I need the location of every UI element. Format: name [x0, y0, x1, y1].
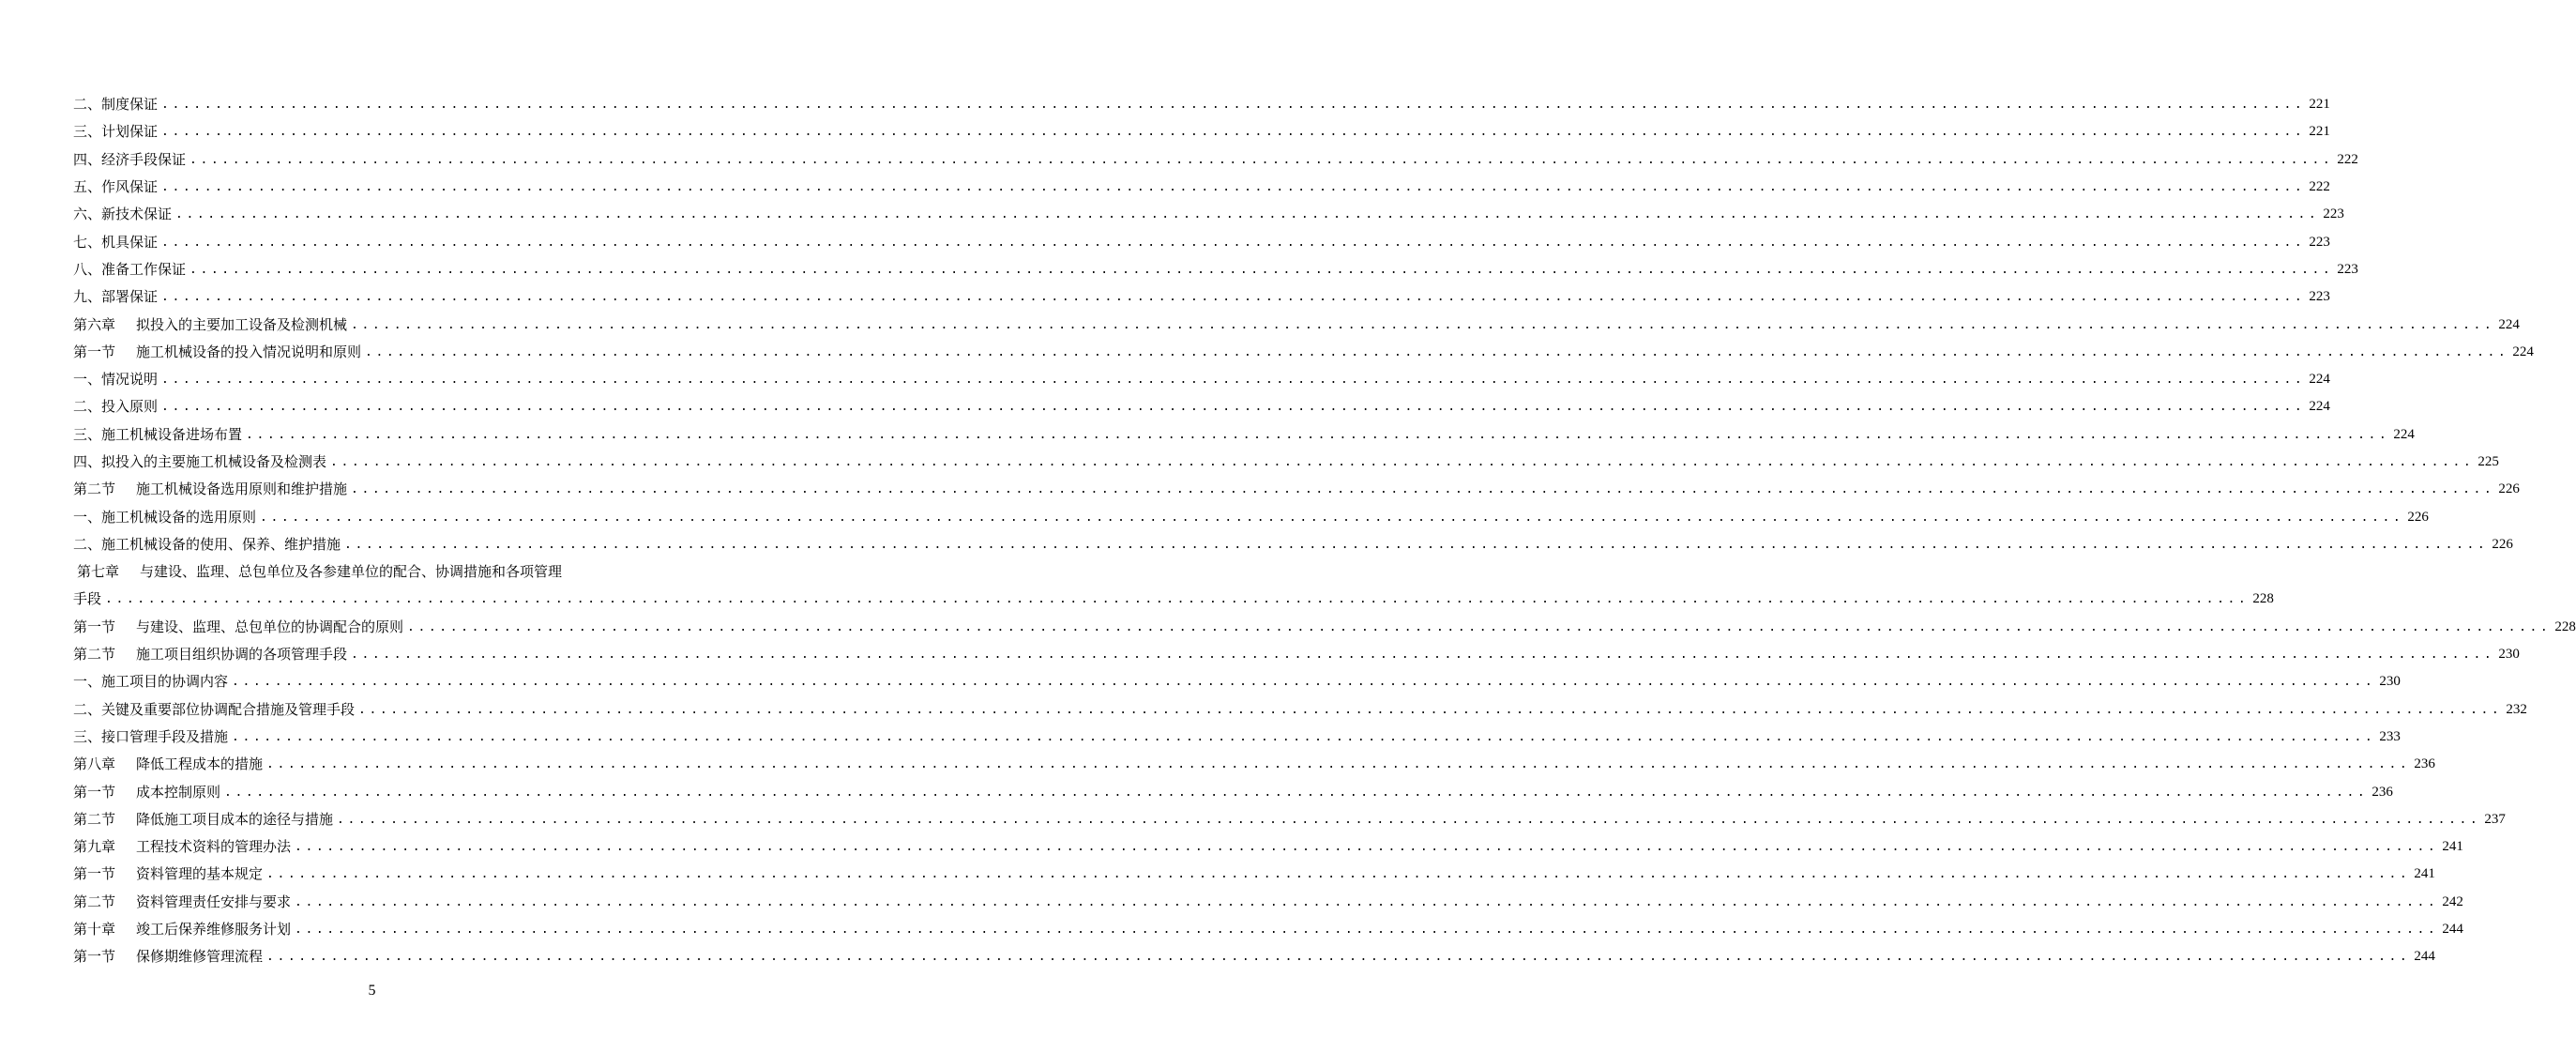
toc-dot-leader: ........................................................................................................................................................................................................ — [189, 152, 2334, 167]
toc-entry[interactable] — [73, 421, 2415, 449]
toc-entry-title — [73, 895, 291, 909]
toc-entry-number: 第二节 — [73, 893, 116, 910]
toc-entry[interactable] — [73, 366, 2330, 393]
table-of-contents — [73, 91, 2576, 971]
toc-page-number: 236 — [2414, 756, 2435, 772]
toc-page-number: 226 — [2498, 481, 2520, 497]
toc-entry-title — [73, 345, 361, 359]
toc-entry-number: 第六章 — [73, 315, 116, 333]
toc-entry-label: 二、制度保证 — [73, 96, 159, 114]
toc-page-number: 228 — [2252, 591, 2274, 607]
toc-entry-label: 二、投入原则 — [73, 398, 159, 416]
toc-entry-label: 与建设、监理、总包单位及各参建单位的配合、协调措施和各项管理 — [140, 563, 563, 581]
toc-dot-leader: ........................................................................................................................................................................................................ — [246, 427, 2390, 442]
toc-entry-title — [73, 482, 347, 496]
toc-page-number: 244 — [2442, 922, 2463, 938]
toc-entry[interactable] — [73, 641, 2520, 668]
toc-entry-title — [73, 727, 229, 745]
toc-entry-title — [73, 508, 257, 526]
toc-entry-title — [73, 923, 291, 937]
toc-entry-label: 降低施工项目成本的途径与措施 — [136, 810, 334, 828]
toc-page-number: 233 — [2379, 728, 2401, 744]
toc-dot-leader: ........................................................................................................................................................................................................ — [161, 180, 2306, 195]
toc-entry-title — [73, 757, 263, 771]
page-number: 5 — [368, 983, 376, 999]
toc-entry-label: 与建设、监理、总包单位的协调配合的原则 — [136, 618, 404, 635]
toc-dot-leader: ........................................................................................................................................................................................................ — [351, 482, 2495, 497]
toc-entry-title — [73, 180, 158, 194]
toc-page-number: 224 — [2309, 399, 2330, 415]
toc-entry-label: 工程技术资料的管理办法 — [136, 838, 292, 856]
toc-entry[interactable] — [73, 503, 2429, 530]
toc-page-number: 232 — [2506, 701, 2527, 717]
toc-dot-leader: ........................................................................................................................................................................................................ — [266, 757, 2411, 772]
toc-entry-number: 第十章 — [73, 921, 116, 939]
toc-entry[interactable] — [73, 614, 2576, 641]
toc-entry-label: 一、施工机械设备的选用原则 — [73, 508, 257, 526]
toc-dot-leader: ........................................................................................................................................................................................................ — [337, 812, 2481, 827]
toc-entry-title — [73, 98, 158, 112]
toc-dot-leader: ........................................................................................................................................................................................................ — [295, 923, 2439, 938]
toc-entry[interactable] — [73, 943, 2435, 970]
toc-dot-leader: ........................................................................................................................................................................................................ — [358, 702, 2503, 717]
toc-entry[interactable] — [73, 558, 672, 586]
toc-entry-title — [73, 455, 326, 469]
toc-dot-leader: ........................................................................................................................................................................................................ — [330, 455, 2475, 469]
toc-entry-label: 竣工后保养维修服务计划 — [136, 921, 292, 939]
toc-dot-leader: ........................................................................................................................................................................................................ — [161, 400, 2306, 415]
toc-entry-title — [73, 950, 263, 964]
toc-entry[interactable] — [73, 806, 2506, 833]
toc-entry-label: 成本控制原则 — [136, 783, 221, 801]
toc-entry-label: 三、计划保证 — [73, 123, 159, 141]
toc-page-number: 241 — [2414, 866, 2435, 882]
toc-entry-label: 七、机具保证 — [73, 233, 159, 251]
toc-entry[interactable] — [73, 201, 2344, 228]
toc-page-number: 223 — [2323, 206, 2344, 222]
toc-entry-label: 手段 — [73, 590, 102, 608]
toc-dot-leader: ........................................................................................................................................................................................................ — [351, 648, 2495, 663]
toc-entry-label: 一、施工项目的协调内容 — [73, 673, 229, 691]
toc-dot-leader: ........................................................................................................................................................................................................ — [161, 125, 2306, 140]
toc-entry-title — [73, 620, 403, 634]
toc-dot-leader: ........................................................................................................................................................................................................ — [295, 894, 2439, 909]
toc-entry-title — [73, 535, 341, 553]
toc-entry[interactable] — [73, 668, 2401, 695]
toc-entry-title — [73, 125, 158, 139]
toc-entry-title — [73, 675, 228, 689]
toc-page-number: 241 — [2442, 839, 2463, 855]
toc-entry-title — [73, 810, 334, 828]
toc-page-number: 223 — [2309, 234, 2330, 250]
toc-entry-label: 六、新技术保证 — [73, 206, 173, 223]
toc-page-number: 221 — [2309, 124, 2330, 140]
toc-entry-label: 八、准备工作保证 — [73, 260, 187, 278]
toc-entry-number: 第一节 — [73, 865, 116, 883]
toc-dot-leader: ........................................................................................................................................................................................................ — [161, 290, 2306, 305]
toc-entry-number: 第八章 — [73, 755, 116, 773]
toc-entry-title — [73, 290, 158, 304]
toc-entry[interactable] — [73, 449, 2499, 476]
toc-dot-leader: ........................................................................................................................................................................................................ — [407, 619, 2552, 634]
toc-entry-title — [73, 700, 356, 718]
toc-entry-number: 第一节 — [73, 618, 116, 635]
toc-entry-title — [73, 592, 101, 606]
toc-entry-label: 三、施工机械设备进场布置 — [73, 425, 243, 443]
toc-entry-title — [73, 783, 221, 801]
toc-entry-label: 二、关键及重要部位协调配合措施及管理手段 — [73, 700, 356, 718]
toc-dot-leader: ........................................................................................................................................................................................................ — [189, 262, 2334, 277]
toc-entry[interactable] — [73, 228, 2330, 255]
toc-entry-label: 施工机械设备选用原则和维护措施 — [136, 481, 348, 498]
toc-page-number: 226 — [2492, 536, 2513, 552]
toc-entry[interactable] — [73, 118, 2330, 145]
toc-page-number: 221 — [2309, 97, 2330, 113]
toc-entry[interactable] — [73, 393, 2330, 420]
toc-page-number: 230 — [2498, 647, 2520, 663]
toc-entry-label: 降低工程成本的措施 — [136, 755, 264, 773]
toc-entry-title — [73, 373, 158, 387]
toc-entry[interactable] — [73, 696, 2527, 724]
toc-entry-title — [73, 400, 158, 414]
toc-entry-number: 第九章 — [73, 838, 116, 856]
toc-entry-label: 四、拟投入的主要施工机械设备及检测表 — [73, 453, 327, 470]
toc-entry[interactable] — [73, 751, 2435, 778]
toc-entry-label: 施工项目组织协调的各项管理手段 — [136, 646, 348, 664]
toc-entry-label: 一、情况说明 — [73, 371, 159, 389]
toc-entry[interactable] — [73, 916, 2463, 943]
toc-dot-leader: ........................................................................................................................................................................................................ — [232, 729, 2376, 744]
toc-dot-leader: ........................................................................................................................................................................................................ — [224, 785, 2369, 800]
toc-page-number: 224 — [2393, 426, 2415, 442]
toc-dot-leader: ........................................................................................................................................................................................................ — [105, 592, 2250, 607]
toc-page-number: 230 — [2379, 674, 2401, 690]
toc-entry-number: 第一节 — [73, 343, 116, 360]
toc-entry[interactable] — [73, 586, 2274, 613]
toc-entry-number: 第一节 — [73, 783, 116, 801]
toc-entry[interactable] — [73, 256, 2358, 283]
toc-dot-leader: ........................................................................................................................................................................................................ — [161, 235, 2306, 250]
toc-entry-title — [73, 648, 347, 662]
toc-entry-number: 第二节 — [73, 810, 116, 828]
toc-page-number: 228 — [2554, 618, 2576, 634]
toc-dot-leader: ........................................................................................................................................................................................................ — [266, 867, 2411, 882]
toc-page-number: 223 — [2337, 261, 2358, 277]
toc-entry[interactable] — [73, 778, 2393, 805]
toc-entry-label: 九、部署保证 — [73, 288, 159, 306]
toc-entry-title — [73, 315, 348, 333]
toc-entry[interactable] — [73, 889, 2463, 916]
toc-dot-leader: ........................................................................................................................................................................................................ — [161, 373, 2306, 388]
toc-entry[interactable] — [73, 531, 2513, 558]
toc-entry-title — [73, 150, 187, 168]
toc-entry-label: 保修期维修管理流程 — [136, 948, 264, 966]
toc-page-number: 222 — [2337, 151, 2358, 167]
toc-dot-leader: ........................................................................................................................................................................................................ — [344, 537, 2489, 552]
toc-entry-label: 拟投入的主要加工设备及检测机械 — [136, 315, 348, 333]
toc-entry[interactable] — [73, 311, 2520, 338]
toc-entry-number: 第二节 — [73, 646, 116, 664]
toc-entry-label: 施工机械设备的投入情况说明和原则 — [136, 343, 362, 360]
toc-entry[interactable] — [73, 283, 2330, 311]
toc-page-number: 244 — [2414, 949, 2435, 965]
toc-dot-leader: ........................................................................................................................................................................................................ — [161, 98, 2306, 113]
toc-entry-number: 第七章 — [77, 563, 120, 581]
toc-page-number: 225 — [2478, 454, 2499, 469]
toc-entry[interactable] — [73, 91, 2330, 118]
toc-dot-leader: ........................................................................................................................................................................................................ — [295, 840, 2439, 855]
toc-page-number: 224 — [2512, 343, 2534, 359]
toc-entry-title — [77, 565, 562, 579]
toc-page-number: 224 — [2498, 316, 2520, 332]
toc-page-number: 236 — [2371, 784, 2393, 800]
toc-entry[interactable] — [73, 833, 2463, 861]
toc-page-number: 237 — [2484, 811, 2506, 827]
toc-entry-label: 资料管理的基本规定 — [136, 865, 264, 883]
toc-entry-number: 第二节 — [73, 481, 116, 498]
toc-page-number: 222 — [2309, 179, 2330, 195]
toc-page-number: 224 — [2309, 372, 2330, 388]
toc-page-number: 242 — [2442, 893, 2463, 909]
toc-entry-title — [73, 207, 172, 221]
toc-entry-label: 五、作风保证 — [73, 178, 159, 196]
toc-entry-title — [73, 840, 291, 854]
toc-entry-title — [73, 233, 159, 251]
toc-entry[interactable] — [73, 476, 2520, 503]
toc-entry-title — [73, 260, 187, 278]
toc-page-number: 223 — [2309, 289, 2330, 305]
toc-dot-leader: ........................................................................................................................................................................................................ — [351, 317, 2495, 332]
toc-entry-label: 四、经济手段保证 — [73, 150, 187, 168]
toc-page-number: 226 — [2407, 509, 2429, 525]
toc-entry-number: 第一节 — [73, 948, 116, 966]
toc-entry[interactable] — [73, 724, 2401, 751]
toc-entry-title — [73, 867, 263, 881]
toc-dot-leader: ........................................................................................................................................................................................................ — [232, 675, 2376, 690]
toc-entry-title — [73, 425, 243, 443]
toc-dot-leader: ........................................................................................................................................................................................................ — [260, 510, 2404, 525]
toc-entry[interactable] — [73, 146, 2358, 174]
toc-entry-label: 资料管理责任安排与要求 — [136, 893, 292, 910]
toc-entry[interactable] — [73, 174, 2330, 201]
toc-entry[interactable] — [73, 339, 2534, 366]
toc-dot-leader: ........................................................................................................................................................................................................ — [175, 207, 2320, 222]
toc-entry-label: 二、施工机械设备的使用、保养、维护措施 — [73, 535, 341, 553]
toc-dot-leader: ........................................................................................................................................................................................................ — [266, 950, 2411, 965]
toc-entry-label: 三、接口管理手段及措施 — [73, 727, 229, 745]
toc-dot-leader: ........................................................................................................................................................................................................ — [365, 344, 2509, 359]
toc-entry[interactable] — [73, 861, 2435, 888]
